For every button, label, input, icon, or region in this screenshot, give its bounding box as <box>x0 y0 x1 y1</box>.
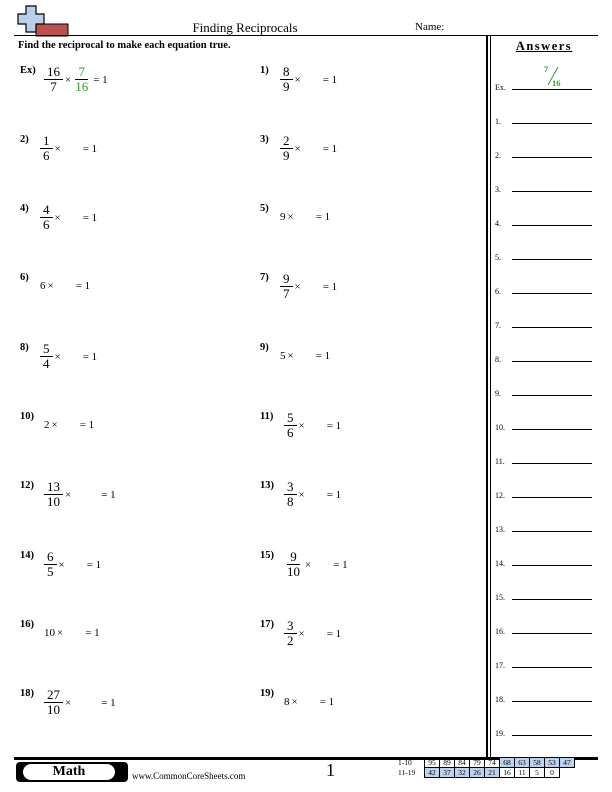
score-cell: 79 <box>470 758 485 768</box>
fraction <box>40 342 53 371</box>
score-cell: 26 <box>470 768 485 778</box>
problem-number: 8) <box>20 342 29 353</box>
multiply-sign: × <box>65 73 72 86</box>
answer-line[interactable] <box>512 735 592 736</box>
page-title: Finding Reciprocals <box>192 20 298 35</box>
fraction <box>284 550 303 579</box>
problem-number: 1) <box>260 65 269 76</box>
equals-one: = 1 <box>322 142 338 155</box>
multiply-sign: × <box>65 488 72 501</box>
equation <box>44 480 116 509</box>
answer-label: 12. <box>495 491 505 500</box>
score-table <box>398 757 575 778</box>
denominator: 8 <box>287 494 294 509</box>
whole-number: 9 <box>280 211 286 223</box>
reciprocal-denominator: 16 <box>75 79 89 94</box>
denominator: 10 <box>287 564 300 579</box>
answer-label: 16. <box>495 627 505 636</box>
answer-row <box>495 384 595 398</box>
numerator: 1 <box>40 134 53 149</box>
score-cell: 5 <box>530 768 545 778</box>
multiply-sign: × <box>287 350 294 362</box>
equals-one: = 1 <box>326 627 342 640</box>
denominator: 4 <box>43 356 50 371</box>
answer-row <box>495 486 595 500</box>
numerator: 9 <box>287 550 300 565</box>
whole-number: 8 <box>284 696 290 708</box>
multiply-sign: × <box>287 211 294 223</box>
answer-column-divider <box>486 36 488 758</box>
equals-one: = 1 <box>82 211 98 224</box>
equation <box>284 480 341 509</box>
score-cell: 63 <box>515 758 530 768</box>
multiply-sign: × <box>58 558 65 571</box>
answer-label: 8. <box>495 355 501 364</box>
answer-row <box>495 656 595 670</box>
answer-row <box>495 622 595 636</box>
answer-line[interactable] <box>512 531 592 532</box>
score-cell: 95 <box>425 758 440 768</box>
equation <box>284 696 334 708</box>
score-cell: 74 <box>485 758 500 768</box>
equation <box>284 619 341 648</box>
answer-label: 15. <box>495 593 505 602</box>
score-cell: 53 <box>545 758 560 768</box>
multiply-sign: × <box>298 627 305 640</box>
denominator: 5 <box>47 564 54 579</box>
equals-one: = 1 <box>101 488 116 501</box>
answer-line[interactable] <box>512 259 592 260</box>
fraction <box>284 411 297 440</box>
score-cell: 68 <box>500 758 515 768</box>
numerator: 2 <box>280 134 293 149</box>
whole-number: 2 <box>44 419 50 431</box>
fraction <box>44 480 63 509</box>
numerator: 5 <box>40 342 53 357</box>
problem-number: 18) <box>20 688 34 699</box>
denominator: 9 <box>283 79 290 94</box>
answer-line[interactable] <box>512 395 592 396</box>
multiply-sign: × <box>294 280 301 293</box>
answer-label: 2. <box>495 151 501 160</box>
multiply-sign: × <box>298 488 305 501</box>
answer-row <box>495 316 595 330</box>
answer-line[interactable] <box>512 667 592 668</box>
denominator: 6 <box>43 217 50 232</box>
equals-one: = 1 <box>319 696 335 708</box>
score-cell: 32 <box>455 768 470 778</box>
equation <box>280 65 337 94</box>
equation <box>280 272 337 301</box>
answer-column-divider-thin <box>490 36 491 758</box>
denominator: 7 <box>50 79 57 94</box>
numerator: 6 <box>44 550 57 565</box>
numerator: 8 <box>280 65 293 80</box>
answer-label: 7. <box>495 321 501 330</box>
answer-label: 3. <box>495 185 501 194</box>
answer-label: 13. <box>495 525 505 534</box>
equals-one: = 1 <box>85 627 100 639</box>
answer-row <box>495 690 595 704</box>
problem-number: 3) <box>260 134 269 145</box>
problem-number: 13) <box>260 480 274 491</box>
score-cell: 37 <box>440 768 455 778</box>
equation <box>40 134 97 163</box>
answer-line[interactable] <box>512 565 592 566</box>
equals-one: = 1 <box>82 142 98 155</box>
equals-one: = 1 <box>326 488 342 501</box>
score-cell: 84 <box>455 758 470 768</box>
answer-row <box>495 282 595 296</box>
example-answer-numerator: 7 <box>544 64 549 74</box>
answer-row <box>495 350 595 364</box>
problem-number: 7) <box>260 272 269 283</box>
fraction <box>280 272 293 301</box>
answers-heading: Answers <box>515 39 573 53</box>
answer-line[interactable] <box>512 599 592 600</box>
equals-one: = 1 <box>86 558 102 571</box>
whole-number: 5 <box>280 350 286 362</box>
score-range-label: 1-10 <box>398 758 412 767</box>
fraction <box>40 203 53 232</box>
denominator: 6 <box>287 425 294 440</box>
answer-row <box>495 248 595 262</box>
equation <box>40 342 97 371</box>
example-answer-denominator: 16 <box>552 78 561 88</box>
answer-label-example: Ex. <box>495 83 506 92</box>
answer-row <box>495 418 595 432</box>
score-cell: 47 <box>560 758 575 768</box>
answer-label: 11. <box>495 457 505 466</box>
equals-one: = 1 <box>101 696 116 709</box>
multiply-sign: × <box>305 558 312 571</box>
score-row <box>398 758 575 768</box>
equals-one: = 1 <box>315 350 331 362</box>
fraction <box>280 134 293 163</box>
answer-label: 6. <box>495 287 501 296</box>
whole-number: 6 <box>40 280 46 292</box>
problem-number: Ex) <box>20 65 36 76</box>
answer-row <box>495 214 595 228</box>
answer-row <box>495 724 595 738</box>
whole-number: 10 <box>44 627 55 639</box>
answer-line[interactable] <box>512 123 592 124</box>
equals-one: = 1 <box>333 558 348 571</box>
problem-number: 14) <box>20 550 34 561</box>
equals-one: = 1 <box>322 73 338 86</box>
answer-row <box>495 112 595 126</box>
answer-row <box>495 588 595 602</box>
answer-line[interactable] <box>512 293 592 294</box>
fraction <box>284 619 297 648</box>
problem-number: 17) <box>260 619 274 630</box>
answer-line[interactable] <box>512 191 592 192</box>
problem-number: 9) <box>260 342 269 353</box>
equals-one: = 1 <box>79 419 95 431</box>
multiply-sign: × <box>54 350 61 363</box>
answer-row <box>495 146 595 160</box>
fraction <box>44 550 57 579</box>
equation <box>44 627 100 639</box>
denominator: 7 <box>283 286 290 301</box>
numerator: 5 <box>284 411 297 426</box>
equation <box>44 550 101 579</box>
answer-line[interactable] <box>512 633 592 634</box>
answer-label: 19. <box>495 729 505 738</box>
multiply-sign: × <box>47 280 54 292</box>
answer-label: 1. <box>495 117 501 126</box>
multiply-sign: × <box>298 419 305 432</box>
header-rule <box>14 35 598 36</box>
score-cell: 58 <box>530 758 545 768</box>
equation <box>44 65 108 94</box>
answer-label: 10. <box>495 423 505 432</box>
score-row <box>398 768 575 778</box>
equals-one: = 1 <box>82 350 98 363</box>
multiply-sign: × <box>291 696 298 708</box>
problem-number: 12) <box>20 480 34 491</box>
numerator: 16 <box>44 65 63 80</box>
fraction <box>44 65 63 94</box>
answer-line[interactable] <box>512 463 592 464</box>
score-cell: 21 <box>485 768 500 778</box>
answer-label: 14. <box>495 559 505 568</box>
score-cell: 0 <box>545 768 560 778</box>
subject-badge <box>16 762 128 782</box>
problem-number: 16) <box>20 619 34 630</box>
answer-row <box>495 180 595 194</box>
problem-number: 19) <box>260 688 274 699</box>
equation <box>44 688 116 717</box>
math-plus-logo-icon <box>16 4 72 38</box>
multiply-sign: × <box>65 696 72 709</box>
reciprocal-numerator: 7 <box>75 65 88 80</box>
multiply-sign: × <box>54 142 61 155</box>
fraction <box>280 65 293 94</box>
denominator: 6 <box>43 148 50 163</box>
multiply-sign: × <box>51 419 58 431</box>
equation <box>44 419 94 431</box>
answer-line[interactable] <box>512 701 592 702</box>
problem-number: 5) <box>260 203 269 214</box>
name-label: Name: <box>415 21 445 33</box>
website-link[interactable]: www.CommonCoreSheets.com <box>132 771 246 781</box>
example-answer-fraction <box>540 64 570 90</box>
score-range-label: 11-19 <box>398 768 416 777</box>
problem-number: 6) <box>20 272 29 283</box>
answer-row <box>495 554 595 568</box>
problem-number: 4) <box>20 203 29 214</box>
answer-row <box>495 520 595 534</box>
subject-label: Math <box>23 764 115 780</box>
answer-line[interactable] <box>512 497 592 498</box>
equation <box>280 350 330 362</box>
numerator: 3 <box>284 480 297 495</box>
numerator: 27 <box>44 688 63 703</box>
numerator: 9 <box>280 272 293 287</box>
problem-number: 10) <box>20 411 34 422</box>
equation <box>40 203 97 232</box>
numerator: 13 <box>44 480 63 495</box>
equals-one: = 1 <box>326 419 342 432</box>
answer-label: 18. <box>495 695 505 704</box>
equation <box>280 211 330 223</box>
equation <box>284 411 341 440</box>
problem-number: 11) <box>260 411 274 422</box>
multiply-sign: × <box>54 211 61 224</box>
equation <box>40 280 90 292</box>
equals-one: = 1 <box>75 280 91 292</box>
instructions: Find the reciprocal to make each equation true. <box>18 40 231 51</box>
denominator: 10 <box>47 494 60 509</box>
equation <box>284 550 348 579</box>
fraction <box>40 134 53 163</box>
answer-line[interactable] <box>512 157 592 158</box>
answer-line[interactable] <box>512 361 592 362</box>
equation <box>280 134 337 163</box>
answer-label: 4. <box>495 219 501 228</box>
answer-line[interactable] <box>512 327 592 328</box>
numerator: 3 <box>284 619 297 634</box>
equals-one: = 1 <box>322 280 338 293</box>
example-reciprocal <box>72 65 91 94</box>
score-cell: 16 <box>500 768 515 778</box>
page-number: 1 <box>326 760 335 780</box>
answer-row <box>495 452 595 466</box>
denominator: 10 <box>47 702 60 717</box>
score-cell: 42 <box>425 768 440 778</box>
multiply-sign: × <box>294 142 301 155</box>
problem-number: 2) <box>20 134 29 145</box>
equals-one: = 1 <box>93 73 108 86</box>
multiply-sign: × <box>57 627 64 639</box>
score-cell: 11 <box>515 768 530 778</box>
denominator: 2 <box>287 633 294 648</box>
answer-label: 17. <box>495 661 505 670</box>
answer-line[interactable] <box>512 225 592 226</box>
fraction <box>284 480 297 509</box>
problem-number: 15) <box>260 550 274 561</box>
answer-line[interactable] <box>512 429 592 430</box>
answer-label: 5. <box>495 253 501 262</box>
answer-label: 9. <box>495 389 501 398</box>
numerator: 4 <box>40 203 53 218</box>
multiply-sign: × <box>294 73 301 86</box>
denominator: 9 <box>283 148 290 163</box>
fraction <box>44 688 63 717</box>
score-cell: 89 <box>440 758 455 768</box>
equals-one: = 1 <box>315 211 331 223</box>
